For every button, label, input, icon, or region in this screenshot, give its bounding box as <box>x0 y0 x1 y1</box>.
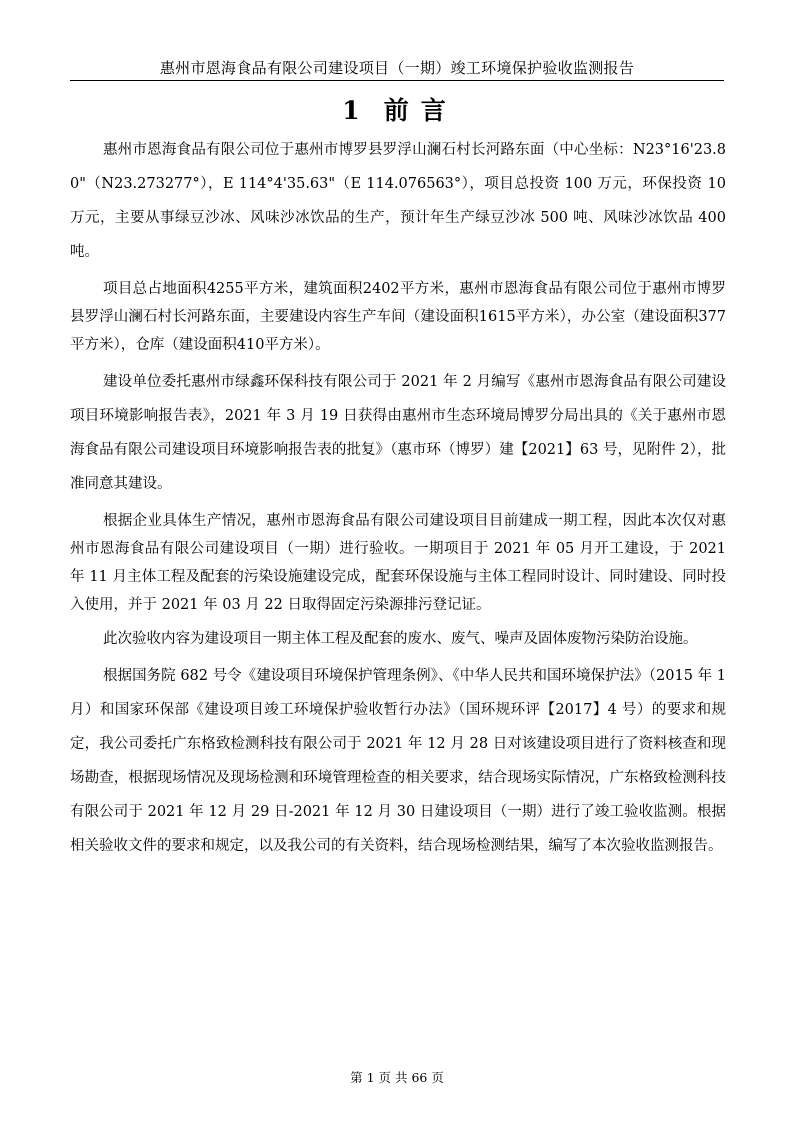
page-footer <box>0 1070 794 1086</box>
paragraph-area: 项目总占地面积4255平方米，建筑面积2402平方米，惠州市恩海食品有限公司位于惠州市博罗县罗浮山澜石村长河路东面，主要建设内容生产车间（建设面积1615平方米），办公室（建设面积377平方米），仓库（建设面积410平方米）。 <box>70 281 726 353</box>
section-title-char-2: 言 <box>420 96 446 125</box>
section-title-char-1: 前 <box>383 96 409 125</box>
section-title <box>0 94 794 128</box>
paragraph-approval: 建设单位委托惠州市绿鑫环保科技有限公司于 2021 年 2 月编写《惠州市恩海食品有限公司建设项目环境影响报告表》，2021 年 3 月 19 日获得由惠州市生态环境局博罗分局出具的《关于惠州市恩海食品有限公司建设项目环境影响报告表的批复》（惠市环（博罗）建【2021】63 号，见附件 2），批准同意其建设。 <box>70 374 726 492</box>
paragraph-phase-one: 根据企业具体生产情况，惠州市恩海食品有限公司建设项目目前建成一期工程，因此本次仅对惠州市恩海食品有限公司建设项目（一期）进行验收。一期项目于 2021 年 05 月开工建设，于 2021 年 11 月主体工程及配套的污染设施建设完成，配套环保设施与主体工程同时设计、同时建设、同时投入使用，并于 2021 年 03 月 22 日取得固定污染源排污登记证。 <box>70 513 726 613</box>
page-number: 第 1 页 共 66 页 <box>350 1070 444 1085</box>
paragraph-basis: 根据国务院 682 号令《建设项目环境保护管理条例》、《中华人民共和国环境保护法》（2015 年 1 月）和国家环保部《建设项目竣工环境保护验收暂行办法》（国环规环评【2017】4 号）的要求和规定，我公司委托广东格致检测科技有限公司于 2021 年 12 月 28 日对该建设项目进行了资料核查和现场勘查，根据现场情况及现场检测和环境管理检查的相关要求，结合现场实际情况，广东格致检测科技有限公司于 2021 年 12 月 29 日-2021 年 12 月 30 日建设项目（一期）进行了竣工验收监测。根据相关验收文件的要求和规定，以及我公司的有关资料，结合现场检测结果，编写了本次验收监测报告。 <box>70 668 726 854</box>
header-title: 惠州市恩海食品有限公司建设项目（一期）竣工环境保护验收监测报告 <box>159 59 635 77</box>
document-body <box>70 133 726 869</box>
paragraph-location: 惠州市恩海食品有限公司位于惠州市博罗县罗浮山澜石村长河路东面（中心坐标：N23°16'23.80"（N23.273277°），E 114°4'35.63"（E 114.076563°），项目总投资 100 万元，环保投资 10 万元，主要从事绿豆沙冰、风味沙冰饮品的生产，预计年生产绿豆沙冰 500 吨、风味沙冰饮品 400 吨。 <box>70 142 726 260</box>
page-header <box>70 58 724 81</box>
paragraph-scope: 此次验收内容为建设项目一期主体工程及配套的废水、废气、噪声及固体废物污染防治设施。 <box>103 631 698 647</box>
section-number: 1 <box>342 96 360 125</box>
